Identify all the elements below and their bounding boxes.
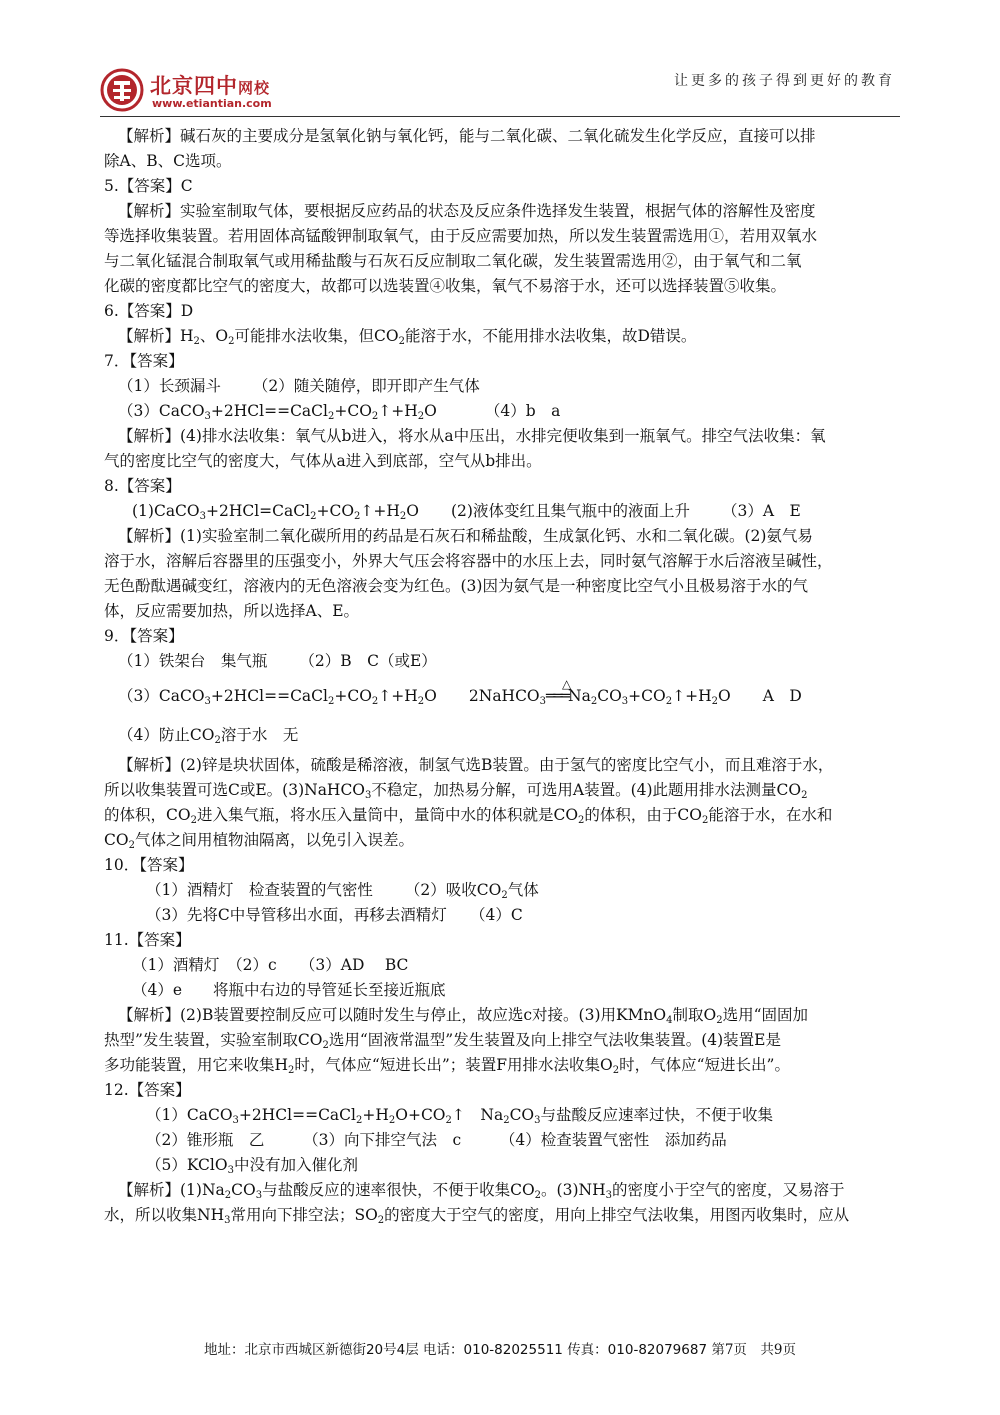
text-line: 水，所以收集$NH_3$常用向下排空法；$SO_2$的密度大于空气的密度，用向上排空气法收集，用图丙收集时，应从	[104, 1206, 850, 1226]
text-line: 无色酚酞遇碱变红，溶液内的无色溶液会变为红色。(3)因为氨气是一种密度比空气小且极易溶于水的气	[104, 577, 808, 595]
heating-condition: △ ═══	[546, 677, 572, 705]
header-logo[interactable]	[100, 68, 270, 116]
text-line: 溶于水，溶解后容器里的压强变小，外界大气压会将容器中的水压上去，同时氨气溶解于水后溶液呈碱性，	[104, 552, 833, 570]
text-line: 化碳的密度都比空气的密度大，故都可以选装置④收集，氧气不易溶于水，还可以选择装置⑤收集。	[104, 277, 787, 295]
answer-heading-11: 11.【答案】	[104, 931, 191, 949]
text-line: （1）酒精灯 （2）c （3）AD BC	[132, 956, 409, 974]
answer-heading-6: 6.【答案】D	[104, 302, 194, 320]
answer-heading-9: 9．【答案】	[104, 627, 184, 645]
text-line: 【解析】碱石灰的主要成分是氢氧化钠与氧化钙，能与二氧化碳、二氧化硫发生化学反应，直接可以排	[118, 127, 816, 145]
text-line: 等选择收集装置。若用固体高锰酸钾制取氧气，由于反应需要加热，所以发生装置需选用①，若用双氧水	[104, 227, 818, 245]
header-slogan: 让更多的孩子得到更好的教育	[674, 73, 895, 89]
footer-phone: 电话：010-82025511	[423, 1342, 563, 1358]
text-line: 【解析】实验室制取气体，要根据反应药品的状态及反应条件选择发生装置，根据气体的溶解性及密度	[118, 202, 816, 220]
text-line: （1）长颈漏斗 （2）随关随停，即开即产生气体	[118, 377, 480, 395]
answer-heading-5: 5.【答案】C	[104, 177, 193, 195]
page-footer	[0, 1338, 1000, 1358]
text-line: $(3)CaCO_3+2HCl==CaCl_2+CO_2↑+H_2O$ 2NaHCO$_3$ △ $═══Na_2CO_3+CO_2↑+H_2O$ A D	[104, 674, 900, 718]
footer-address: 地址：北京市西城区新德街20号4层	[203, 1342, 419, 1358]
text-line: $CO_2$气体之间用植物油隔离，以免引入误差。	[104, 831, 414, 851]
answer-heading-7: 7．【答案】	[104, 352, 184, 370]
footer-fax: 传真：010-82079687	[567, 1342, 708, 1358]
text-line: $(3)CaCO_3+2HCl==CaCl_2+CO_2↑+H_2O$ （4）b a	[118, 402, 561, 422]
text-line: 与二氧化锰混合制取氧气或用稀盐酸与石灰石反应制取二氧化碳，发生装置需选用②，由于氧气和二氧	[104, 252, 802, 270]
text-line: 【解析】$H_2$、$O_2$可能排水法收集，但$CO_2$能溶于水，不能用排水法收集，故D错误。	[118, 327, 697, 347]
text-line: 热型”发生装置，实验室制取$CO_2$选用“固液常温型”发生装置及向上排空气法收集装置。(4)装置E是	[104, 1031, 781, 1051]
text-line: 【解析】$(1)Na_2CO_3$与盐酸反应的速率很快，不便于收集$CO_2$。$(3)NH_3$的密度小于空气的密度，又易溶于	[118, 1181, 845, 1201]
text-line: 体，反应需要加热，所以选择A、E。	[104, 602, 360, 620]
header-divider	[100, 116, 900, 117]
text-line: （1）铁架台 集气瓶 （2）B C（或E）	[118, 652, 437, 670]
text-line: （1）酒精灯 检查装置的气密性 （2）吸收$CO_2$气体	[146, 881, 539, 901]
answer-heading-10: 10．【答案】	[104, 856, 194, 874]
text-line: 除A、B、C选项。	[104, 152, 232, 170]
text-line: $(1)CaCO_3+2HCl=CaCl_2+CO_2↑+H_2O$ (2)液体变红且集气瓶中的液面上升 （3）A E	[132, 502, 801, 522]
text-line: （4）e 将瓶中右边的导管延长至接近瓶底	[132, 981, 446, 999]
text-line: （4）防止$CO_2$溶于水 无	[118, 726, 299, 746]
answer-content	[104, 124, 900, 1228]
text-line: $(1)CaCO_3+2HCl==CaCl_2+H_2O+CO_2↑$ $Na_2CO_3$与盐酸反应速率过快，不便于收集	[146, 1106, 774, 1126]
text-line: 多功能装置，用它来收集$H_2$时，气体应“短进长出”；装置F用排水法收集$O_2$时，气体应“短进长出”。	[104, 1056, 790, 1076]
text-line: 【解析】(2)B装置要控制反应可以随时发生与停止，故应选c对接。(3)用KMnO$_4$制取$O_2$选用“固固加	[118, 1006, 809, 1026]
page-number: 第7页 共9页	[711, 1342, 797, 1358]
text-line: 【解析】(4)排水法收集：氧气从b进入，将水从a中压出，水排完便收集到一瓶氧气。排空气法收集：氧	[118, 427, 826, 445]
text-line: 【解析】(1)实验室制二氧化碳所用的药品是石灰石和稀盐酸，生成氯化钙、水和二氧化碳。(2)氨气易	[118, 527, 813, 545]
text-line: 所以收集装置可选C或E。(3)NaHCO$_3$不稳定，加热易分解，可选用A装置。(4)此题用排水法测量$CO_2$	[104, 781, 808, 801]
answer-heading-12: 12.【答案】	[104, 1081, 191, 1099]
text-line: （3）先将C中导管移出水面，再移去酒精灯 （4）C	[146, 906, 523, 924]
text-line: 的体积，$CO_2$进入集气瓶，将水压入量筒中，量筒中水的体积就是$CO_2$的体积，由于$CO_2$能溶于水，在水和	[104, 806, 833, 826]
brand-name: 北京四中网校	[150, 73, 271, 98]
answer-heading-8: 8.【答案】	[104, 477, 181, 495]
text-line: （5）KClO$_3$中没有加入催化剂	[146, 1156, 358, 1176]
school-logo-icon	[100, 68, 144, 112]
text-line: 【解析】(2)锌是块状固体，硫酸是稀溶液，制氢气选B装置。由于氢气的密度比空气小，而且难溶于水，	[118, 756, 834, 774]
brand-url[interactable]: www.etiantian.com	[152, 97, 272, 110]
text-line: 气的密度比空气的密度大，气体从a进入到底部，空气从b排出。	[104, 452, 542, 470]
text-line: （2）锥形瓶 乙 （3）向下排空气法 c （4）检查装置气密性 添加药品	[146, 1131, 727, 1149]
